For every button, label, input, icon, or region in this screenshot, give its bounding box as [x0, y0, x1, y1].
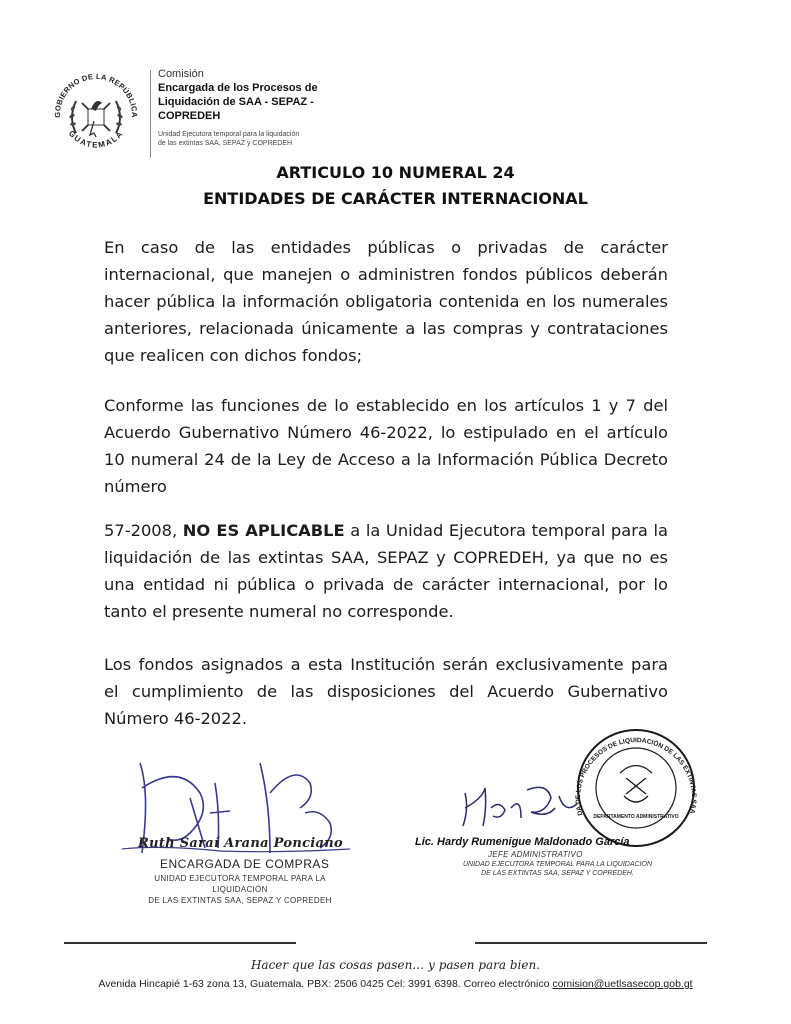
paragraph-2: Conforme las funciones de lo establecido en los artículos 1 y 7 del Acuerdo Gubernativo Número 46-2022, lo estipulado en el artículo 10 numeral 24 de la Ley de Acceso a la Información Pública Decreto número [104, 396, 668, 496]
seal-text-bottom: GUATEMALA [66, 128, 126, 150]
paragraph-3 [104, 517, 668, 625]
signature-right-unit-line-2: DE LAS EXTINTAS SAA, SEPAZ Y COPREDEH. [481, 870, 634, 877]
paragraph-3-rest: a la Unidad Ejecutora temporal para la liquidación de las extintas SAA, SEPAZ y COPREDEH, ya que no es una entidad ni pública o privada de carácter internacional, por lo tanto el presente numeral no corresponde. [104, 521, 668, 621]
seal-text-top: GOBIERNO DE LA REPÚBLICA [52, 71, 140, 118]
paragraph-1: En caso de las entidades públicas o privadas de carácter internacional, que manejen o administren fondos públicos deberán hacer pública la información obligatoria contenida en los numerales anteriores, relacionada únicamente a las compras y contrataciones que realicen con dichos fondos; [104, 238, 668, 365]
footer-contact [0, 978, 791, 990]
signature-right-unit [450, 860, 665, 878]
footer-rule-left [64, 942, 296, 944]
header-line-2: Liquidación de SAA - SEPAZ - [158, 96, 314, 108]
paragraph-3-start: 57-2008, [104, 521, 183, 540]
signature-left-unit-line-2: DE LAS EXTINTAS SAA, SEPAZ Y COPREDEH [148, 896, 332, 905]
signature-left-unit [140, 873, 340, 906]
signature-right-role: JEFE ADMINISTRATIVO [488, 850, 583, 859]
paragraph-4: Los fondos asignados a esta Institución serán exclusivamente para el cumplimiento de las disposiciones del Acuerdo Gubernativo Número 46-2022. [104, 655, 668, 728]
guatemala-seal [46, 63, 146, 163]
header-divider [150, 70, 151, 158]
stamp-inner-text: DEPARTAMENTO ADMINISTRATIVO [593, 814, 679, 820]
signature-left-name: Ruth Saraí Arana Ponciano [138, 836, 343, 851]
document-title-line-2: ENTIDADES DE CARÁCTER INTERNACIONAL [203, 189, 588, 208]
header-line-3: COPREDEH [158, 110, 221, 122]
header-small-1: Unidad Ejecutora temporal para la liquidación [158, 131, 300, 138]
document-title-line-1: ARTICULO 10 NUMERAL 24 [276, 163, 515, 182]
header-comision: Comisión [158, 68, 204, 80]
footer-address: Avenida Hincapié 1-63 zona 13, Guatemala. PBX: 2506 0425 Cel: 3991 6398. Correo electrónico [98, 978, 553, 990]
header-small-2: de las extintas SAA, SEPAZ y COPREDEH [158, 140, 293, 147]
signature-right-scribble [455, 778, 585, 833]
footer-email-link[interactable]: comision@uetlsasecop.gob.gt [552, 978, 693, 990]
footer-rule-right [475, 942, 707, 944]
header-line-1: Encargada de los Procesos de [158, 82, 318, 94]
signature-right-name: Lic. Hardy Rumenigue Maldonado García [415, 836, 630, 848]
footer-motto: Hacer que las cosas pasen… y pasen para bien. [250, 958, 541, 972]
signature-left-role: ENCARGADA DE COMPRAS [160, 857, 330, 871]
signature-right-unit-line-1: UNIDAD EJECUTORA TEMPORAL PARA LA LIQUIDACIÓN [462, 861, 653, 868]
signature-left-unit-line-1: UNIDAD EJECUTORA TEMPORAL PARA LA LIQUIDACIÓN [154, 874, 326, 894]
not-applicable-text: NO ES APLICABLE [182, 521, 345, 540]
stamp-ring-text: DA DE LOS PROCESOS DE LIQUIDACIÓN DE LAS EXTINTAS SAA [574, 737, 698, 817]
